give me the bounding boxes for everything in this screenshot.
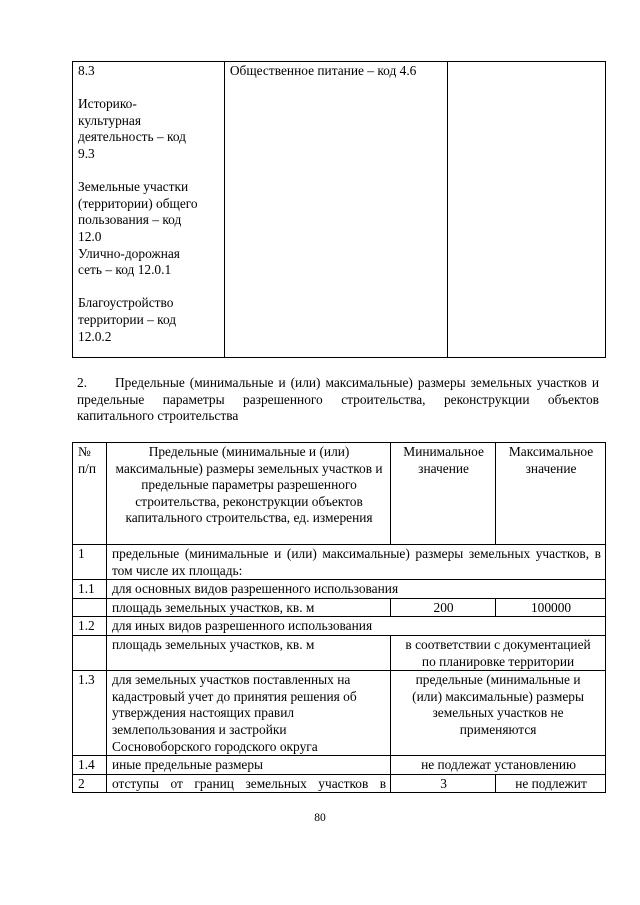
row-min: 3	[391, 774, 496, 793]
cell-line: Благоустройство	[78, 295, 174, 311]
row-min: 200	[391, 598, 496, 617]
cell-line: 12.0	[78, 228, 102, 244]
table-row	[73, 756, 606, 775]
section-heading	[77, 375, 599, 425]
table-row	[73, 774, 606, 793]
header-min: Минимальное значение	[391, 443, 496, 545]
row-text: площадь земельных участков, кв. м	[106, 635, 390, 670]
row-max: не подлежит	[496, 774, 606, 793]
cell-line: культурная	[78, 112, 142, 128]
cell-line: Общественное питание – код 4.6	[229, 63, 417, 78]
header-name: Предельные (минимальные и (или) максимальные) размеры земельных участков и предельные параметры разрешенного строительства, реконструкции объектов капитального строительства, ед. измерения	[106, 443, 390, 545]
table-row	[73, 598, 606, 617]
table-row	[73, 545, 606, 580]
page-number: 80	[314, 812, 326, 824]
section-text: Предельные (минимальные и (или) максимальные) размеры земельных участков и предельные параметры разрешенного строительства, реконструкции объектов капитального строительства	[77, 375, 599, 424]
row-text: площадь земельных участков, кв. м	[106, 598, 390, 617]
cell-line: сеть – код 12.0.1	[78, 262, 172, 278]
table-row	[73, 635, 606, 670]
cell-line	[78, 163, 220, 180]
row-max: 100000	[496, 598, 606, 617]
header-num: № п/п	[73, 443, 107, 545]
cell-line: Земельные участки	[78, 179, 189, 195]
cell-line	[78, 279, 220, 296]
row-value: предельные (минимальные и (или) максимальные) размеры земельных участков не применяются	[391, 671, 606, 756]
table-header-row	[73, 443, 606, 545]
row-num: 1.4	[73, 756, 107, 775]
table-row	[73, 671, 606, 756]
cell-line: 12.0.2	[78, 328, 112, 344]
cell-line: деятельность – код	[78, 129, 186, 145]
row-text: предельные (минимальные и (или) максимальные) размеры земельных участков, в том числе их площадь:	[106, 545, 605, 580]
section-number: 2.	[77, 375, 88, 390]
row-num: 1.2	[73, 617, 107, 636]
row-value: в соответствии с документацией по планировке территории	[391, 635, 606, 670]
cell-line	[78, 80, 220, 97]
parameters-table	[72, 442, 606, 793]
row-text: для основных видов разрешенного использования	[106, 580, 605, 599]
row-text: отступы от границ земельных участков в	[106, 774, 390, 793]
cell-line: Улично-дорожная	[78, 245, 180, 261]
cell-line: пользования – код	[78, 212, 182, 228]
cell-line: 9.3	[78, 145, 95, 161]
row-num: 1	[73, 545, 107, 580]
row-num	[73, 598, 107, 617]
row-text: для иных видов разрешенного использования	[106, 617, 605, 636]
row-text: иные предельные размеры	[106, 756, 390, 775]
table-row	[73, 617, 606, 636]
row-text: для земельных участков поставленных на кадастровый учет до принятия решения об утверждения настоящих правил землепользования и застройки Сосновоборского городского округа	[106, 671, 390, 756]
table-row	[73, 580, 606, 599]
row-num: 1.3	[73, 671, 107, 756]
cell-line: 8.3	[78, 63, 95, 78]
row-num: 2	[73, 774, 107, 793]
cell-empty	[448, 62, 606, 358]
table-row	[73, 62, 606, 358]
cell-line: (территории) общего	[78, 195, 198, 211]
cell-activity	[224, 62, 448, 358]
cell-code-list	[73, 62, 225, 358]
continuation-table	[72, 61, 606, 358]
row-num	[73, 635, 107, 670]
cell-line: Историко-	[78, 96, 137, 112]
header-max: Максимальное значение	[496, 443, 606, 545]
row-num: 1.1	[73, 580, 107, 599]
row-value: не подлежат установлению	[391, 756, 606, 775]
cell-line: территории – код	[78, 311, 177, 327]
